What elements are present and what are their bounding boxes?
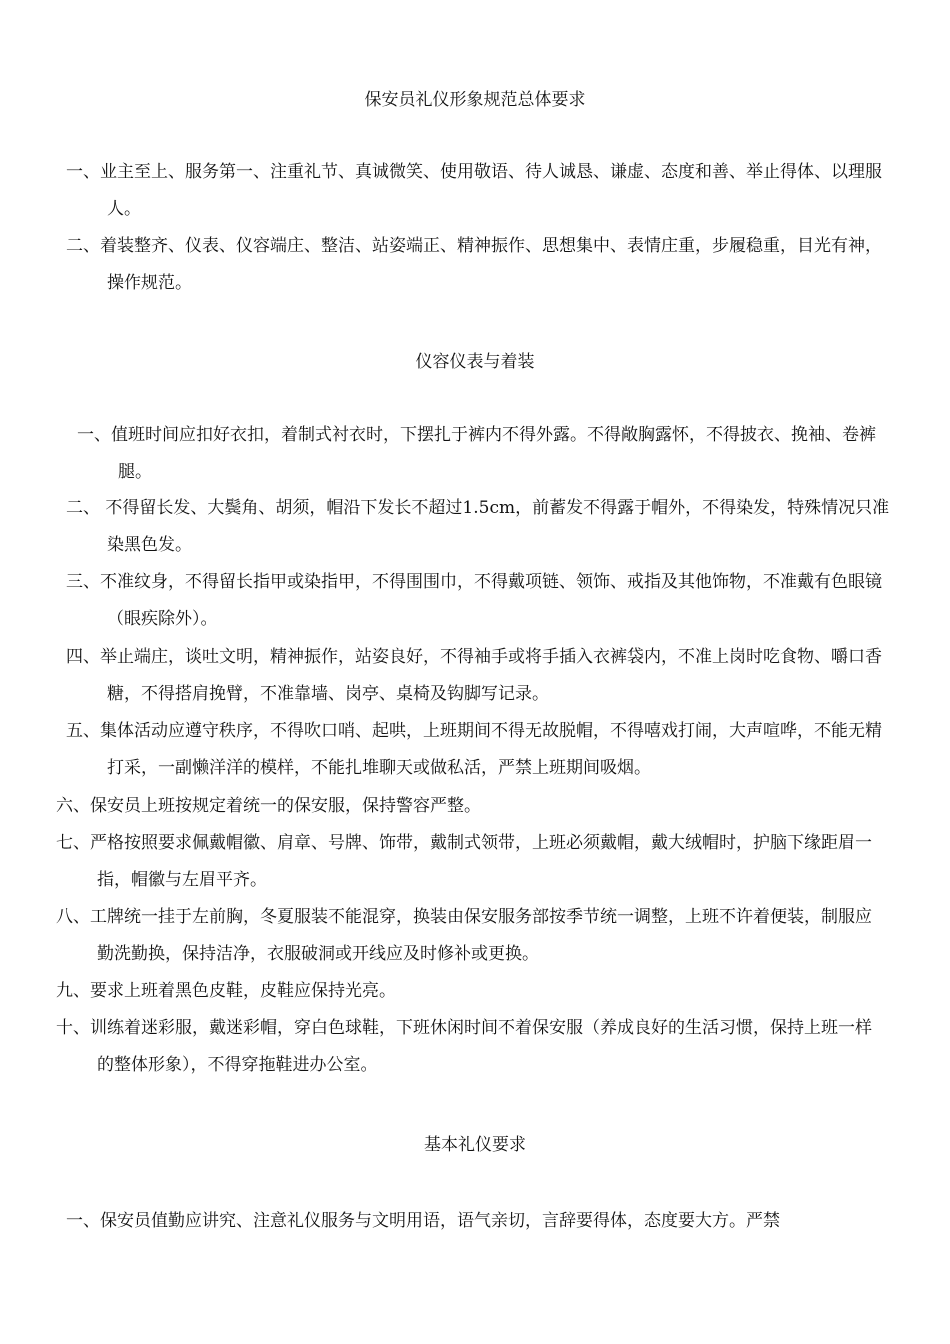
item-text: 不得留长发、大鬓角、胡须，帽沿下发长不超过1.5cm，前蓄发不得露于帽外，不得染发，特殊情况只准染黑色发。 [100,498,890,555]
item-text: 工牌统一挂于左前胸，冬夏服装不能混穿，换装由保安服务部按季节统一调整，上班不许着便装，制服应勤洗勤换，保持洁净，衣服破洞或开线应及时修补或更换。 [90,907,872,964]
list-item [66,564,893,638]
item-text: 集体活动应遵守秩序，不得吹口哨、起哄，上班期间不得无故脱帽，不得嘻戏打闹，大声喧哗，不能无精打采，一副懒洋洋的模样，不能扎堆聊天或做私活，严禁上班期间吸烟。 [100,721,882,778]
list-item [56,899,881,973]
item-number: 七、 [56,833,90,853]
list-item [66,639,893,713]
item-number: 八、 [56,907,90,927]
item-text: 要求上班着黑色皮鞋，皮鞋应保持光亮。 [90,981,396,1001]
section-title-appearance: 仪容仪表与着装 [415,352,535,372]
list-item [66,1203,893,1240]
list-item [56,1010,881,1084]
list-item [66,490,893,564]
item-number: 二、 [66,236,100,256]
item-number: 二、 [66,498,100,518]
item-text: 业主至上、服务第一、注重礼节、真诚微笑、使用敬语、待人诚恳、谦虚、态度和善、举止得体、以理服人。 [100,162,882,219]
item-text: 保安员值勤应讲究、注意礼仪服务与文明用语，语气亲切，言辞要得体，态度要大方。严禁 [100,1211,780,1231]
item-number: 三、 [66,572,100,592]
list-item [56,788,881,825]
item-number: 一、 [66,162,100,182]
item-text: 训练着迷彩服，戴迷彩帽，穿白色球鞋，下班休闲时间不着保安服（养成良好的生活习惯，保持上班一样的整体形象），不得穿拖鞋进办公室。 [90,1018,872,1075]
list-item [66,713,893,787]
item-text: 举止端庄，谈吐文明，精神振作，站姿良好，不得袖手或将手插入衣裤袋内，不准上岗时吃食物、嚼口香糖，不得搭肩挽臂，不准靠墙、岗亭、桌椅及钩脚写记录。 [100,647,882,704]
item-text: 着装整齐、仪表、仪容端庄、整洁、站姿端正、精神振作、思想集中、表情庄重，步履稳重，目光有神，操作规范。 [100,236,882,293]
item-text: 值班时间应扣好衣扣，着制式衬衣时，下摆扎于裤内不得外露。不得敞胸露怀，不得披衣、挽袖、卷裤腿。 [111,425,876,482]
item-text: 严格按照要求佩戴帽徽、肩章、号牌、饰带，戴制式领带，上班必须戴帽，戴大绒帽时，护脑下缘距眉一指，帽徽与左眉平齐。 [90,833,872,890]
item-number: 六、 [56,796,90,816]
list-item [56,825,881,899]
item-text: 保安员上班按规定着统一的保安服，保持警容严整。 [90,796,481,816]
list-item [66,228,893,302]
list-item [56,973,881,1010]
section-title-basic-etiquette: 基本礼仪要求 [424,1135,526,1155]
section-title-general: 保安员礼仪形象规范总体要求 [364,90,586,110]
item-number: 九、 [56,981,90,1001]
list-item [66,154,893,228]
item-text: 不准纹身，不得留长指甲或染指甲，不得围围巾，不得戴项链、领饰、戒指及其他饰物，不准戴有色眼镜（眼疾除外）。 [100,572,882,629]
item-number: 一、 [66,1211,100,1231]
item-number: 一、 [77,425,111,445]
item-number: 四、 [66,647,100,667]
list-item [77,417,894,491]
item-number: 五、 [66,721,100,741]
item-number: 十、 [56,1018,90,1038]
